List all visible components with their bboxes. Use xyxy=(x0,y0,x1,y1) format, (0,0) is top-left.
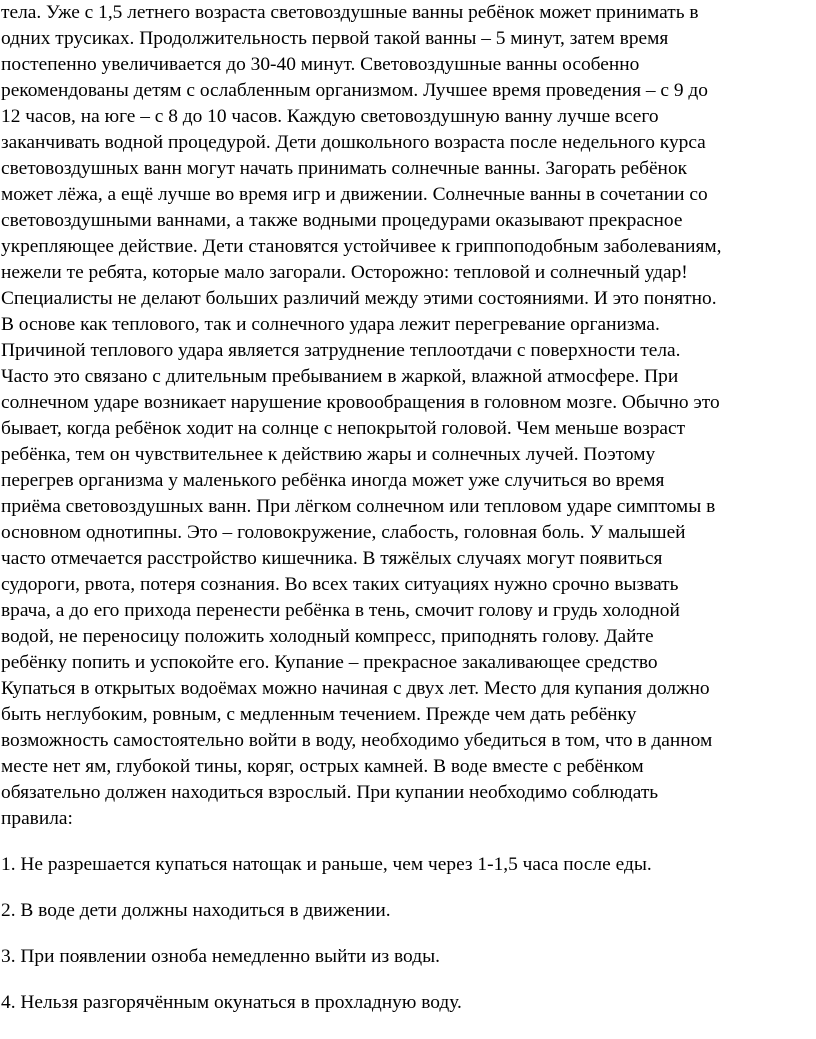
paragraph-line: возможность самостоятельно войти в воду, необходимо убедиться в том, что в данном xyxy=(1,730,713,751)
paragraph-line: укрепляющее действие. Дети становятся устойчивее к гриппоподобным заболеваниям, xyxy=(1,236,722,257)
rule-item: 4. Нельзя разгорячённым окунаться в прохладную воду. xyxy=(1,992,462,1013)
paragraph-line: ребёнка, тем он чувствительнее к действию жары и солнечных лучей. Поэтому xyxy=(1,444,656,465)
paragraph-line: световоздушных ванн могут начать принимать солнечные ванны. Загорать ребёнок xyxy=(1,158,688,179)
rule-item: 2. В воде дети должны находиться в движении. xyxy=(1,900,391,921)
paragraph-line: постепенно увеличивается до 30-40 минут. Световоздушные ванны особенно xyxy=(1,54,640,75)
paragraph-line: Причиной теплового удара является затруднение теплоотдачи с поверхности тела. xyxy=(1,340,681,361)
paragraph-line: водой, не переносицу положить холодный компресс, приподнять голову. Дайте xyxy=(1,626,654,647)
paragraph-line: правила: xyxy=(1,808,73,829)
paragraph-line: часто отмечается расстройство кишечника. В тяжёлых случаях могут появиться xyxy=(1,548,663,569)
paragraph-line: солнечном ударе возникает нарушение кровообращения в головном мозге. Обычно это xyxy=(1,392,720,413)
paragraph-line: Специалисты не делают больших различий между этими состояниями. И это понятно. xyxy=(1,288,717,309)
paragraph-line: обязательно должен находиться взрослый. При купании необходимо соблюдать xyxy=(1,782,659,803)
paragraph-line: нежели те ребята, которые мало загорали. Осторожно: тепловой и солнечный удар! xyxy=(1,262,688,283)
paragraph-line: приёма световоздушных ванн. При лёгком солнечном или тепловом ударе симптомы в xyxy=(1,496,716,517)
paragraph-line: тела. Уже с 1,5 летнего возраста световоздушные ванны ребёнок может принимать в xyxy=(1,2,699,23)
paragraph-line: заканчивать водной процедурой. Дети дошкольного возраста после недельного курса xyxy=(1,132,706,153)
paragraph-line: 12 часов, на юге – с 8 до 10 часов. Каждую световоздушную ванну лучше всего xyxy=(1,106,659,127)
rule-item: 3. При появлении озноба немедленно выйти из воды. xyxy=(1,946,440,967)
paragraph-line: бывает, когда ребёнок ходит на солнце с непокрытой головой. Чем меньше возраст xyxy=(1,418,686,439)
paragraph-line: судороги, рвота, потеря сознания. Во всех таких ситуациях нужно срочно вызвать xyxy=(1,574,679,595)
paragraph-line: Часто это связано с длительным пребыванием в жаркой, влажной атмосфере. При xyxy=(1,366,679,387)
paragraph-line: быть неглубоким, ровным, с медленным течением. Прежде чем дать ребёнку xyxy=(1,704,637,725)
paragraph-line: может лёжа, а ещё лучше во время игр и движении. Солнечные ванны в сочетании со xyxy=(1,184,708,205)
paragraph-line: световоздушными ваннами, а также водными процедурами оказывают прекрасное xyxy=(1,210,683,231)
rule-item: 1. Не разрешается купаться натощак и раньше, чем через 1-1,5 часа после еды. xyxy=(1,854,652,875)
paragraph-line: врача, а до его прихода перенести ребёнка в тень, смочит голову и грудь холодной xyxy=(1,600,680,621)
paragraph-line: месте нет ям, глубокой тины, коряг, острых камней. В воде вместе с ребёнком xyxy=(1,756,644,777)
paragraph-line: Купаться в открытых водоёмах можно начиная с двух лет. Место для купания должно xyxy=(1,678,710,699)
paragraph-line: одних трусиках. Продолжительность первой такой ванны – 5 минут, затем время xyxy=(1,28,669,49)
paragraph-line: В основе как теплового, так и солнечного удара лежит перегревание организма. xyxy=(1,314,660,335)
paragraph-line: перегрев организма у маленького ребёнка иногда может уже случиться во время xyxy=(1,470,665,491)
paragraph-line: рекомендованы детям с ослабленным организмом. Лучшее время проведения – с 9 до xyxy=(1,80,708,101)
paragraph-line: основном однотипны. Это – головокружение, слабость, головная боль. У малышей xyxy=(1,522,686,543)
paragraph-line: ребёнку попить и успокойте его. Купание – прекрасное закаливающее средство xyxy=(1,652,658,673)
